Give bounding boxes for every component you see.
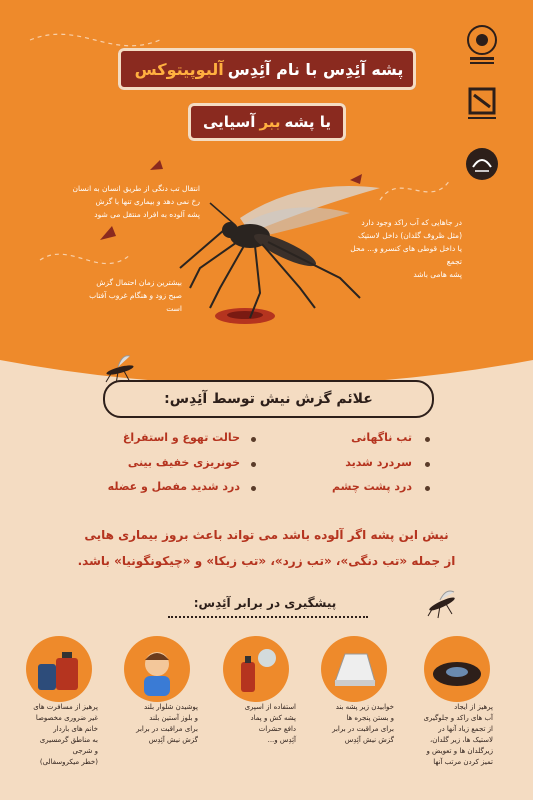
symptoms-heading: علائم گزش نیش توسط آئِدِس: bbox=[103, 380, 434, 418]
note-line: صبح زود و هنگام غروب آفتاب bbox=[89, 291, 182, 300]
prevention-line: استفاده از اسپری bbox=[244, 703, 296, 711]
title-line-1-text: پشه آئِدِس با نام آئِدِس bbox=[227, 59, 404, 79]
prevention-line: گزش نیش آئِدِس bbox=[148, 736, 198, 744]
disease-description bbox=[44, 522, 489, 574]
description-line: از جمله «تب دنگی»، «تب زرد»، «تب زیکا» و «چیکونگونیا» باشد. bbox=[77, 554, 456, 568]
prevention-divider bbox=[168, 616, 368, 618]
prevention-line: غیر ضروری مخصوصا bbox=[35, 714, 98, 722]
bullet-icon bbox=[425, 437, 430, 442]
mosquito-small-icon bbox=[420, 586, 466, 620]
prevention-line: و بلوز آستین بلند bbox=[149, 714, 198, 722]
note-line: پشه آلوده به افراد منتقل می شود bbox=[94, 210, 200, 219]
prevention-line: آئِدِس و... bbox=[267, 736, 296, 744]
bullet-icon bbox=[425, 462, 430, 467]
net-circle bbox=[321, 636, 387, 702]
net-icon bbox=[321, 636, 387, 702]
symptom-headache: سردرد شدید bbox=[345, 456, 412, 469]
calligraphy-logo-icon bbox=[462, 145, 502, 183]
note-line: یا داخل قوطی های کنسرو و... محل تجمع bbox=[350, 244, 462, 266]
prevention-heading: پیشگیری در برابر آئِدِس: bbox=[193, 596, 337, 610]
prevention-item-spray bbox=[218, 702, 296, 746]
symptom-joint-pain: درد شدید مفصل و عضله bbox=[107, 480, 240, 493]
title-line-1-highlight: آلبوپیتوکس bbox=[134, 59, 224, 79]
prevention-line: از تجمع زیاد آنها در bbox=[438, 725, 493, 733]
prevention-line: زیرگلدان ها و تعویض و bbox=[426, 747, 493, 755]
prevention-line: به مناطق گرمسیری bbox=[39, 736, 98, 744]
prevention-line: پرهیز از ایجاد bbox=[454, 703, 493, 711]
luggage-circle bbox=[26, 636, 92, 702]
prevention-line: لاستیک ها، زیر گلدان، bbox=[430, 736, 493, 744]
prevention-line: خوابیدن زیر پشه بند bbox=[335, 703, 394, 711]
boy-circle bbox=[124, 636, 190, 702]
note-line: (مثل ظروف گلدان) داخل لاستیک bbox=[358, 231, 462, 240]
tire-icon bbox=[424, 636, 490, 702]
title-line-1 bbox=[118, 48, 416, 90]
spray-icon bbox=[223, 636, 289, 702]
prevention-line: دافع حشرات bbox=[258, 725, 296, 733]
prevention-line: تمیز کردن مرتب آنها bbox=[433, 758, 493, 766]
note-line: پشه هامی باشد bbox=[413, 270, 462, 279]
tire-circle bbox=[424, 636, 490, 702]
bullet-icon bbox=[251, 486, 256, 491]
prevention-item-travel bbox=[20, 702, 98, 768]
note-line: بیشترین زمان احتمال گزش bbox=[96, 278, 182, 287]
header-section bbox=[0, 0, 533, 340]
bullet-icon bbox=[425, 486, 430, 491]
symptom-eye-pain: درد پشت چشم bbox=[332, 480, 412, 493]
prevention-line: پرهیز از مسافرت های bbox=[33, 703, 98, 711]
prevention-line: پوشیدن شلوار بلند bbox=[144, 703, 198, 711]
boy-icon bbox=[124, 636, 190, 702]
title-line-2-text: یا پشه bbox=[284, 113, 332, 131]
prevention-line: برای مراقبت در برابر bbox=[136, 725, 198, 733]
symptom-nosebleed: خونریزی خفیف بینی bbox=[127, 456, 240, 469]
prevention-line: پشه کش و پماد bbox=[250, 714, 296, 722]
note-line: است bbox=[166, 304, 182, 313]
prevention-line: (خطر میکروسفالی) bbox=[39, 758, 98, 766]
prevention-line: آب های راکد و جلوگیری bbox=[423, 714, 493, 722]
symptom-sudden-fever: تب ناگهانی bbox=[351, 431, 412, 444]
symptom-nausea: حالت تهوع و استفراغ bbox=[122, 431, 240, 444]
luggage-icon bbox=[26, 636, 92, 702]
title-line-2-highlight: ببر bbox=[259, 113, 281, 131]
spray-circle bbox=[223, 636, 289, 702]
bullet-icon bbox=[251, 437, 256, 442]
note-line: رخ نمی دهد و بیماری تنها با گزش bbox=[95, 197, 200, 206]
zero-logo-icon bbox=[462, 84, 502, 124]
prevention-line: و شرجی bbox=[72, 747, 98, 755]
description-line: نیش این پشه اگر آلوده باشد می تواند باعث بروز بیماری هایی bbox=[84, 528, 449, 542]
prevention-item-net bbox=[316, 702, 394, 746]
prevention-item-tires bbox=[415, 702, 493, 768]
mosquito-icon bbox=[150, 158, 410, 328]
prevention-item-clothing bbox=[120, 702, 198, 746]
prevention-line: برای مراقبت در برابر bbox=[332, 725, 394, 733]
bullet-icon bbox=[251, 462, 256, 467]
title-line-2-end: آسیایی bbox=[202, 113, 256, 131]
note-line: در جاهایی که آب راکد وجود دارد bbox=[361, 218, 462, 227]
prevention-line: خانم های باردار bbox=[53, 725, 98, 733]
note-line: انتقال تب دنگی از طریق انسان به انسان bbox=[72, 184, 200, 193]
prevention-line: گزش نیش آئِدِس bbox=[344, 736, 394, 744]
prevention-line: و بستن پنجره ها bbox=[346, 714, 394, 722]
title-line-2 bbox=[188, 103, 346, 141]
municipality-logo-icon bbox=[462, 20, 502, 70]
